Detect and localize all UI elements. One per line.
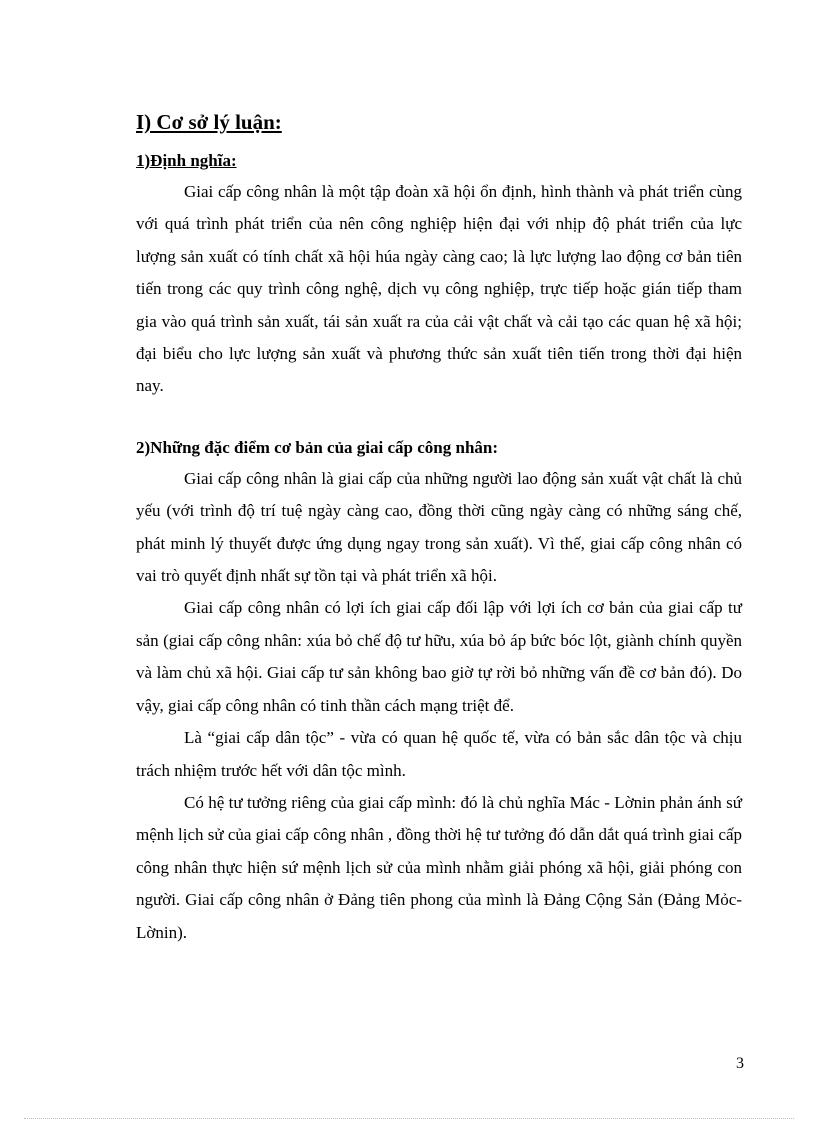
definition-paragraph: Giai cấp công nhân là một tập đoàn xã hội ổn định, hình thành và phát triển cùng với quá trình phát triển của nên công nghiệp hiện đại với nhịp độ phát triển của lực lượng sản xuất có tính chất xã hội húa ngày càng cao; là lực lượng lao động cơ bản tiên tiến trong các quy trình công nghệ, dịch vụ công nghiệp, trực tiếp hoặc gián tiếp tham gia vào quá trình sản xuất, tái sản xuất ra của cải vật chất và cải tạo các quan hệ xã hội; đại biểu cho lực lượng sản xuất và phương thức sản xuất tiên tiến trong thời đại hiện nay.	[136, 182, 742, 396]
page-number: 3	[736, 1055, 744, 1072]
section-spacer	[136, 403, 742, 433]
characteristics-paragraph-2: Giai cấp công nhân có lợi ích giai cấp đối lập với lợi ích cơ bản của giai cấp tư sản (giai cấp công nhân: xúa bỏ chế độ tư hữu, xúa bỏ áp bức bóc lột, giành chính quyền và làm chủ xã hội. Giai cấp tư sản không bao giờ tự rời bỏ những vấn đề cơ bản đó). Do vậy, giai cấp công nhân có tinh thần cách mạng triệt để.	[136, 598, 742, 715]
page-content	[136, 108, 742, 949]
characteristics-paragraph-3: Là “giai cấp dân tộc” - vừa có quan hệ quốc tế, vừa có bản sắc dân tộc và chịu trách nhiệm trước hết với dân tộc mình.	[136, 728, 742, 780]
page-bottom-border	[24, 1118, 794, 1119]
section-title: I) Cơ sở lý luận:	[136, 110, 282, 134]
characteristics-paragraph-4: Có hệ tư tưởng riêng của giai cấp mình: đó là chủ nghĩa Mác - Lờnin phản ánh sứ mệnh lịch sử của giai cấp công nhân , đồng thời hệ tư tưởng đó dẫn dắt quá trình giai cấp công nhân thực hiện sứ mệnh lịch sử của mình nhằm giải phóng xã hội, giải phóng con người. Giai cấp công nhân ở Đảng tiên phong của mình là Đảng Cộng Sản (Đảng Mỏc-Lờnin).	[136, 792, 742, 942]
definition-heading: 1)Định nghĩa:	[136, 151, 237, 170]
characteristics-heading: 2)Những đặc điểm cơ bản của giai cấp công nhân:	[136, 437, 499, 457]
characteristics-paragraph-1: Giai cấp công nhân là giai cấp của những người lao động sản xuất vật chất là chủ yếu (với trình độ trí tuệ ngày càng cao, đồng thời cũng ngày càng có những sáng chế, phát minh lý thuyết được ứng dụng ngay trong sản xuất). Vì thế, giai cấp công nhân có vai trò quyết định nhất sự tồn tại và phát triển xã hội.	[136, 468, 742, 586]
